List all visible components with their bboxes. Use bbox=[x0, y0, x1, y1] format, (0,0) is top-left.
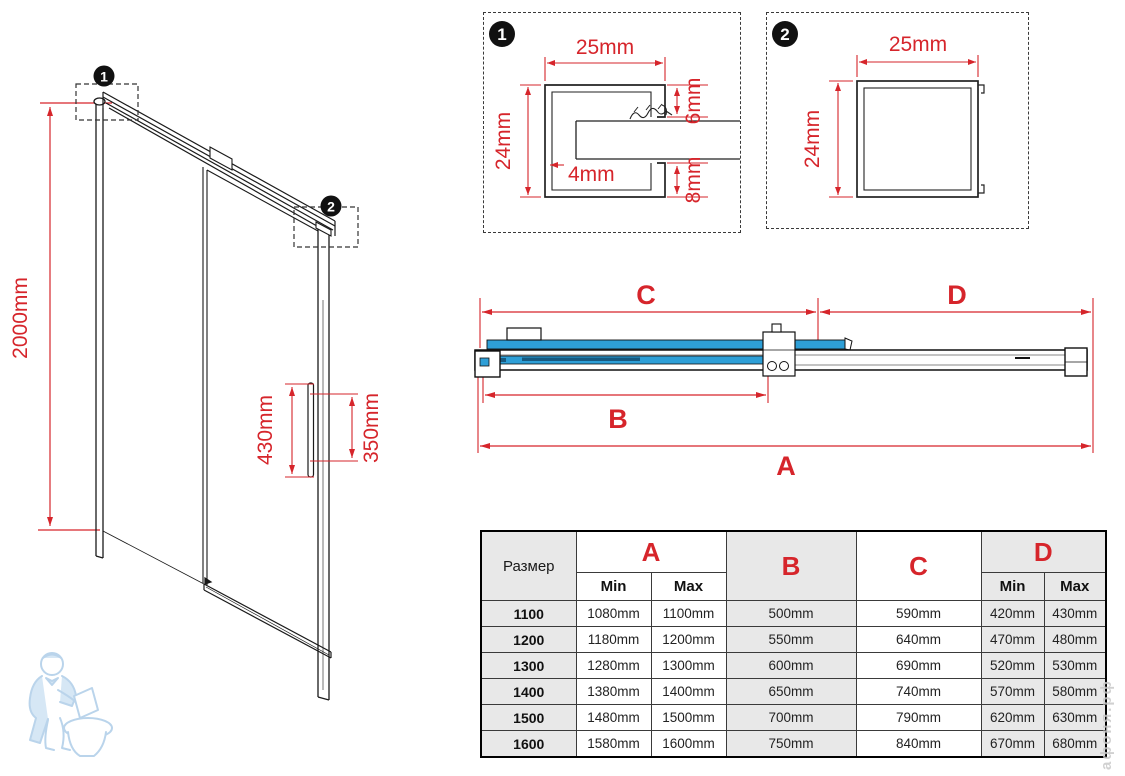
row-b: 500mm bbox=[726, 601, 856, 627]
table-row bbox=[481, 679, 1106, 705]
row-a-min: 1380mm bbox=[576, 679, 651, 705]
header-size: Размер bbox=[481, 531, 576, 601]
right-end-cap bbox=[1065, 348, 1087, 376]
header-d-min: Min bbox=[981, 573, 1044, 601]
dim-d2-24 bbox=[829, 81, 853, 197]
dim-d1-4mm-label: 4mm bbox=[568, 163, 615, 186]
door-handle bbox=[308, 383, 314, 477]
dim-d1-24 bbox=[520, 85, 541, 197]
dim-350 bbox=[310, 394, 358, 461]
row-d-max: 630mm bbox=[1044, 705, 1106, 731]
header-col-b: B bbox=[726, 531, 856, 601]
dim-d1-8mm-label: 8mm bbox=[682, 156, 705, 204]
dim-a-label: A bbox=[776, 451, 796, 480]
row-a-min: 1280mm bbox=[576, 653, 651, 679]
dim-d1-24mm-label: 24mm bbox=[492, 111, 515, 171]
detail-2-box bbox=[766, 12, 1029, 229]
row-c: 790mm bbox=[856, 705, 981, 731]
detail-1-drawing bbox=[484, 13, 740, 232]
callout-1-number: 1 bbox=[100, 68, 108, 85]
size-spec-table bbox=[480, 530, 1107, 758]
bottom-rail bbox=[103, 531, 331, 658]
row-size: 1500 bbox=[481, 705, 576, 731]
detail-2-drawing bbox=[767, 13, 1028, 228]
row-d-max: 580mm bbox=[1044, 679, 1106, 705]
row-a-min: 1180mm bbox=[576, 627, 651, 653]
row-d-min: 470mm bbox=[981, 627, 1044, 653]
rail-top-view bbox=[460, 270, 1125, 480]
detail-2-badge-number: 2 bbox=[780, 25, 790, 44]
row-d-max: 430mm bbox=[1044, 601, 1106, 627]
row-b: 750mm bbox=[726, 731, 856, 758]
row-a-max: 1300mm bbox=[651, 653, 726, 679]
dim-d1-25 bbox=[545, 57, 665, 81]
dim-2000 bbox=[38, 103, 112, 530]
row-c: 590mm bbox=[856, 601, 981, 627]
row-a-max: 1400mm bbox=[651, 679, 726, 705]
table-row bbox=[481, 627, 1106, 653]
row-d-min: 520mm bbox=[981, 653, 1044, 679]
rail-assembly bbox=[475, 324, 1087, 377]
glass-dark-segment bbox=[522, 358, 640, 362]
row-a-max: 1600mm bbox=[651, 731, 726, 758]
header-a-max: Max bbox=[651, 573, 726, 601]
row-d-min: 670mm bbox=[981, 731, 1044, 758]
row-d-min: 620mm bbox=[981, 705, 1044, 731]
header-col-a: A bbox=[576, 531, 726, 573]
dim-430mm-label: 430mm bbox=[254, 394, 277, 466]
row-c: 690mm bbox=[856, 653, 981, 679]
row-c: 840mm bbox=[856, 731, 981, 758]
dim-2000mm-label: 2000mm bbox=[9, 277, 32, 359]
row-d-min: 570mm bbox=[981, 679, 1044, 705]
site-watermark: афоня.рф bbox=[1098, 679, 1115, 770]
row-size: 1200 bbox=[481, 627, 576, 653]
glass-end-stop bbox=[845, 338, 852, 350]
row-c: 640mm bbox=[856, 627, 981, 653]
row-size: 1100 bbox=[481, 601, 576, 627]
row-b: 650mm bbox=[726, 679, 856, 705]
dim-c-label: C bbox=[636, 280, 656, 310]
dim-d1-25mm-label: 25mm bbox=[575, 36, 635, 59]
row-d-max: 530mm bbox=[1044, 653, 1106, 679]
row-size: 1600 bbox=[481, 731, 576, 758]
row-a-min: 1580mm bbox=[576, 731, 651, 758]
dim-350mm-label: 350mm bbox=[360, 392, 383, 464]
dim-d-label: D bbox=[947, 280, 967, 310]
row-c: 740mm bbox=[856, 679, 981, 705]
row-b: 600mm bbox=[726, 653, 856, 679]
door-leading-edge bbox=[203, 167, 318, 585]
dim-d2-24mm-label: 24mm bbox=[801, 109, 824, 169]
plumber-logo-watermark bbox=[8, 642, 128, 772]
row-b: 700mm bbox=[726, 705, 856, 731]
roller-carriage bbox=[763, 324, 795, 376]
table-row bbox=[481, 653, 1106, 679]
header-col-c: C bbox=[856, 531, 981, 601]
row-size: 1300 bbox=[481, 653, 576, 679]
header-col-d: D bbox=[981, 531, 1106, 573]
callout-2-number: 2 bbox=[327, 198, 335, 215]
dim-d1-6mm-label: 6mm bbox=[682, 77, 705, 125]
row-a-max: 1100mm bbox=[651, 601, 726, 627]
table-row bbox=[481, 705, 1106, 731]
wall-bracket bbox=[507, 328, 541, 340]
dim-d2-25mm-label: 25mm bbox=[888, 33, 948, 56]
row-d-max: 480mm bbox=[1044, 627, 1106, 653]
dim-b-label: B bbox=[608, 404, 628, 434]
row-size: 1400 bbox=[481, 679, 576, 705]
dim-d2-25 bbox=[857, 55, 978, 77]
row-a-min: 1080mm bbox=[576, 601, 651, 627]
left-end-cap bbox=[475, 351, 500, 377]
row-d-max: 680mm bbox=[1044, 731, 1106, 758]
row-a-max: 1500mm bbox=[651, 705, 726, 731]
table-row bbox=[481, 601, 1106, 627]
detail-1-box bbox=[483, 12, 741, 233]
profile-2-shape bbox=[857, 81, 984, 197]
left-stile bbox=[94, 98, 105, 558]
header-a-min: Min bbox=[576, 573, 651, 601]
detail-1-badge-number: 1 bbox=[497, 25, 507, 44]
header-d-max: Max bbox=[1044, 573, 1106, 601]
table-row bbox=[481, 731, 1106, 758]
row-a-max: 1200mm bbox=[651, 627, 726, 653]
row-b: 550mm bbox=[726, 627, 856, 653]
row-a-min: 1480mm bbox=[576, 705, 651, 731]
row-d-min: 420mm bbox=[981, 601, 1044, 627]
